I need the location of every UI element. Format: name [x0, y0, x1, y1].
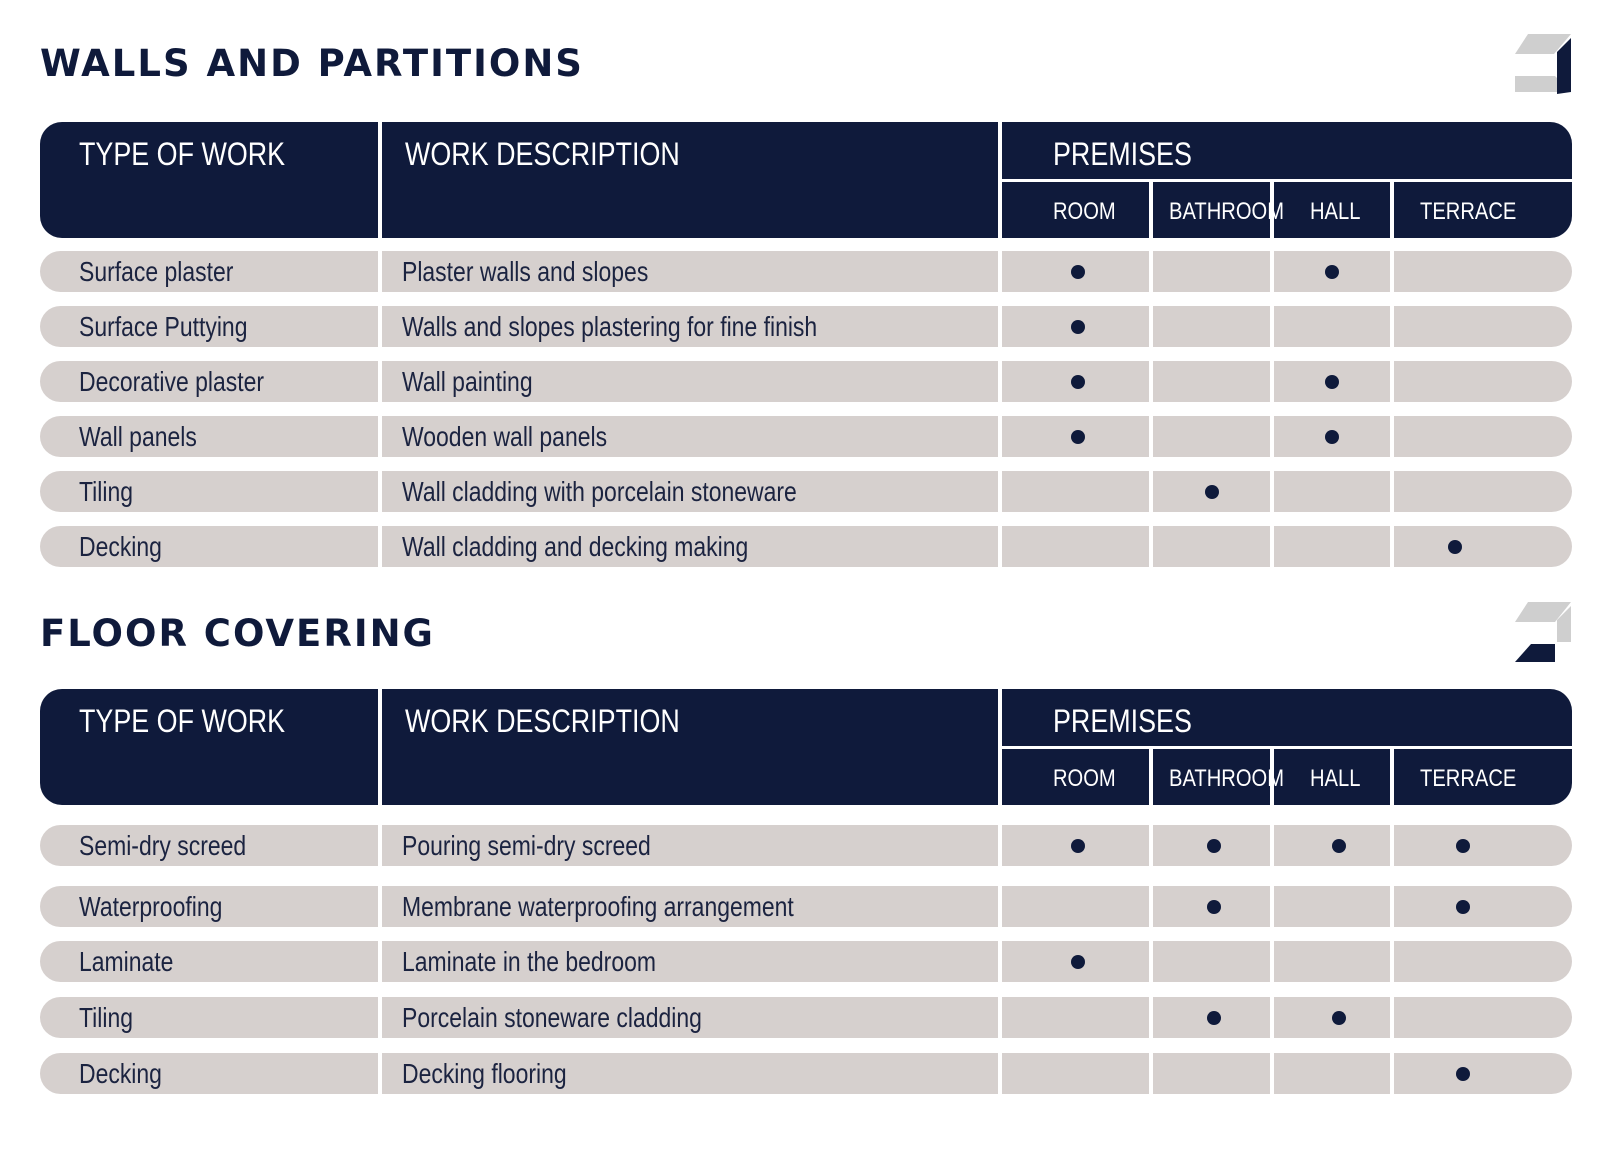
header-room: ROOM [1053, 765, 1116, 792]
header-terrace: TERRACE [1420, 198, 1517, 225]
description-cell: Membrane waterproofing arrangement [402, 891, 794, 922]
room-marker [1071, 955, 1085, 969]
section-title: WALLS AND PARTITIONS [40, 42, 584, 85]
hall-marker [1325, 430, 1339, 444]
header-bathroom: BATHROOM [1169, 765, 1284, 792]
type-cell: Decorative plaster [79, 366, 265, 397]
header-work-description: WORK DESCRIPTION [405, 136, 680, 172]
type-cell: Surface Puttying [79, 311, 248, 342]
table-row [40, 825, 1572, 866]
bathroom-marker [1207, 839, 1221, 853]
table-row [40, 471, 1572, 512]
description-cell: Porcelain stoneware cladding [402, 1002, 702, 1033]
table-row [40, 1053, 1572, 1094]
table-row [40, 416, 1572, 457]
description-cell: Wooden wall panels [402, 421, 608, 452]
header-work-description: WORK DESCRIPTION [405, 703, 680, 739]
header-terrace: TERRACE [1420, 765, 1517, 792]
table-row [40, 361, 1572, 402]
type-cell: Decking [79, 1058, 162, 1089]
table-header [40, 689, 1572, 805]
hall-marker [1332, 1011, 1346, 1025]
terrace-marker [1448, 540, 1462, 554]
room-marker [1071, 375, 1085, 389]
description-cell: Walls and slopes plastering for fine finish [402, 311, 818, 342]
header-hall: HALL [1310, 198, 1361, 225]
header-premises: PREMISES [1053, 136, 1192, 172]
type-cell: Tiling [79, 476, 134, 507]
terrace-marker [1456, 839, 1470, 853]
description-cell: Wall cladding with porcelain stoneware [402, 476, 797, 507]
description-cell: Wall painting [402, 366, 533, 397]
description-cell: Laminate in the bedroom [402, 946, 656, 977]
description-cell: Pouring semi-dry screed [402, 830, 651, 861]
type-cell: Surface plaster [79, 256, 234, 287]
room-marker [1071, 320, 1085, 334]
header-bathroom: BATHROOM [1169, 198, 1284, 225]
description-cell: Decking flooring [402, 1058, 567, 1089]
bathroom-marker [1207, 900, 1221, 914]
type-cell: Laminate [79, 946, 174, 977]
table-row [40, 251, 1572, 292]
room-marker [1071, 839, 1085, 853]
brand-logo-icon [1515, 602, 1571, 664]
table-row [40, 526, 1572, 567]
table-row [40, 941, 1572, 982]
hall-marker [1332, 839, 1346, 853]
section-title: FLOOR COVERING [40, 612, 435, 655]
description-cell: Plaster walls and slopes [402, 256, 649, 287]
terrace-marker [1456, 1067, 1470, 1081]
hall-marker [1325, 265, 1339, 279]
room-marker [1071, 265, 1085, 279]
table-row [40, 886, 1572, 927]
type-cell: Wall panels [79, 421, 197, 452]
header-type-of-work: TYPE OF WORK [79, 136, 286, 172]
table-header [40, 122, 1572, 238]
hall-marker [1325, 375, 1339, 389]
table-row [40, 306, 1572, 347]
type-cell: Semi-dry screed [79, 830, 247, 861]
terrace-marker [1456, 900, 1470, 914]
header-type-of-work: TYPE OF WORK [79, 703, 286, 739]
type-cell: Decking [79, 531, 162, 562]
type-cell: Waterproofing [79, 891, 223, 922]
header-room: ROOM [1053, 198, 1116, 225]
header-premises: PREMISES [1053, 703, 1192, 739]
type-cell: Tiling [79, 1002, 134, 1033]
table-row [40, 997, 1572, 1038]
description-cell: Wall cladding and decking making [402, 531, 749, 562]
walls-table [40, 122, 1572, 562]
bathroom-marker [1205, 485, 1219, 499]
room-marker [1071, 430, 1085, 444]
bathroom-marker [1207, 1011, 1221, 1025]
header-hall: HALL [1310, 765, 1361, 792]
floor-table [40, 689, 1572, 1089]
brand-logo-icon [1515, 34, 1571, 96]
